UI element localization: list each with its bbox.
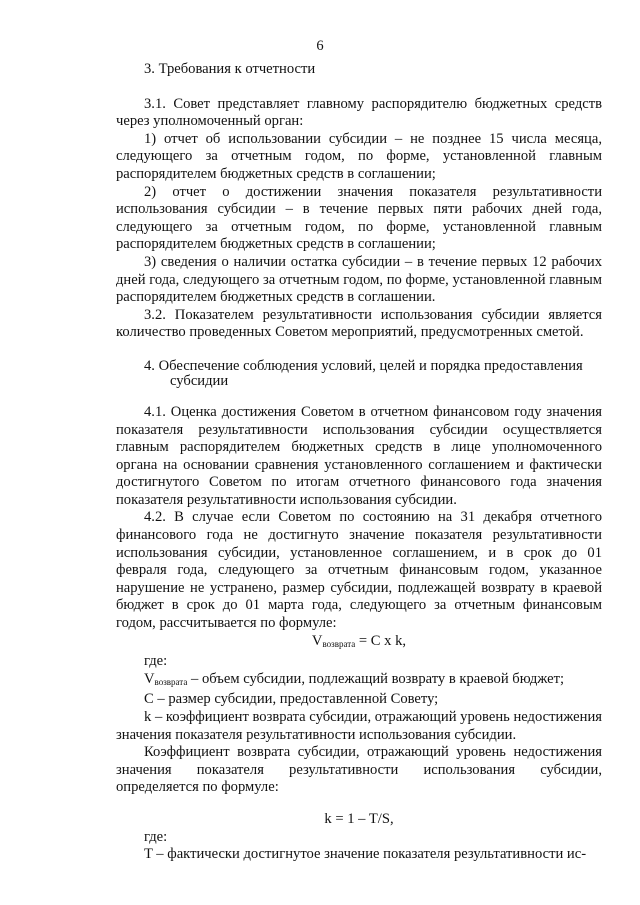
paragraph-coefficient: Коэффициент возврата субсидии, отражающий уровень недостижения значения показателя результативности использования субсидии, определяется по формуле: — [116, 744, 602, 796]
definition-v — [116, 671, 602, 692]
section-4-title-line2: субсидии — [170, 372, 229, 389]
section-4-title — [116, 359, 602, 389]
definition-v-subscript: возврата — [154, 676, 188, 687]
paragraph-4-2: 4.2. В случае если Советом по состоянию на 31 декабря отчетного финансового года не достигнуто значение показателя результативности использования субсидии, установленное соглашением, и в срок до 01 февраля года, следующего за отчетным финансовым годом, указанное нарушение не устранено, размер субсидии, подлежащей возврату в краевой бюджет в срок до 01 марта года, следующего за отчетным финансовым годом, рассчитывается по формуле: — [116, 509, 602, 632]
formula-v-rest: = C x k, — [355, 632, 407, 649]
paragraph-3-1: 3.1. Совет представляет главному распорядителю бюджетных средств через уполномоченный орган: — [116, 95, 602, 130]
formula-k: k = 1 – T/S, — [324, 810, 394, 827]
formula-v-return — [116, 633, 602, 654]
document-body — [116, 61, 602, 864]
definition-v-symbol: V — [144, 670, 155, 687]
where-label-1: где: — [144, 653, 168, 670]
definition-v-text: – объем субсидии, подлежащий возврату в краевой бюджет; — [187, 670, 565, 687]
list-item-2: 2) отчет о достижении значения показателя результативности использования субсидии – в течение первых пяти рабочих дней года, следующего за отчетным годом, по форме, установленной главным распорядителем бюджетных средств в соглашении; — [116, 183, 602, 253]
section-3-title: 3. Требования к отчетности — [144, 61, 316, 77]
formula-v-symbol: V — [311, 632, 323, 649]
where-label-2: где: — [144, 828, 168, 845]
paragraph-4-1: 4.1. Оценка достижения Советом в отчетном финансовом году значения показателя результативности использования субсидии осуществляется главным распорядителем бюджетных средств в лице уполномоченного органа на основании сравнения установленного соглашением и фактически достигнутого Советом по итогам отчетного финансового года значения показателя результативности использования субсидии. — [116, 403, 602, 508]
page-number: 6 — [316, 38, 324, 54]
list-item-3: 3) сведения о наличии остатка субсидии – в течение первых 12 рабочих дней года, следующего за отчетным годом, по форме, установленной главным распорядителем бюджетных средств в соглашении. — [116, 253, 602, 306]
definition-t: T – фактически достигнутое значение показателя результативности ис- — [144, 846, 587, 863]
definition-c: C – размер субсидии, предоставленной Совету; — [144, 691, 439, 708]
section-4-title-line1: 4. Обеспечение соблюдения условий, целей и порядка предоставления — [144, 357, 583, 374]
definition-k: k – коэффициент возврата субсидии, отражающий уровень недостижения значения показателя результативности использования субсидии. — [116, 709, 602, 743]
formula-v-subscript: возврата — [322, 638, 356, 649]
list-item-1: 1) отчет об использовании субсидии – не позднее 15 числа месяца, следующего за отчетным годом, по форме, установленной главным распорядителем бюджетных средств в соглашении; — [116, 130, 602, 182]
paragraph-3-2: 3.2. Показателем результативности использования субсидии является количество проведенных Советом мероприятий, предусмотренных сметой. — [116, 306, 602, 341]
